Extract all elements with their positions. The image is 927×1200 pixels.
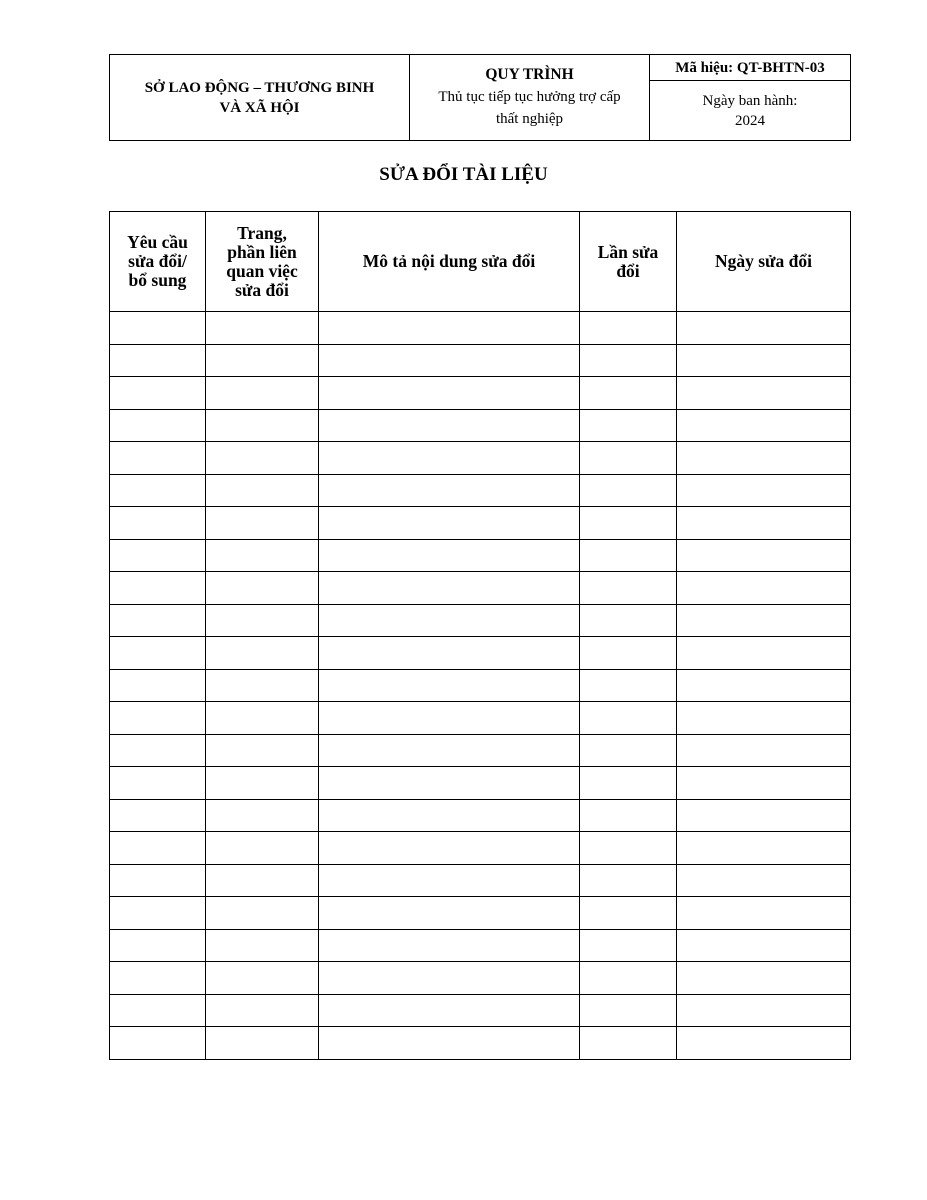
- table-cell: [319, 864, 580, 897]
- column-header-text: quan việc: [226, 260, 298, 281]
- table-cell: [110, 767, 206, 800]
- table-cell: [110, 474, 206, 507]
- table-row: [110, 994, 851, 1027]
- table-cell: [580, 409, 677, 442]
- table-cell: [677, 864, 851, 897]
- table-cell: [677, 377, 851, 410]
- table-cell: [206, 734, 319, 767]
- table-cell: [580, 604, 677, 637]
- table-row: [110, 637, 851, 670]
- procedure-name-line-1: Thủ tục tiếp tục hưởng trợ cấp: [438, 89, 621, 105]
- table-cell: [110, 507, 206, 540]
- table-cell: [580, 702, 677, 735]
- table-cell: [580, 312, 677, 345]
- table-cell: [677, 734, 851, 767]
- table-cell: [206, 897, 319, 930]
- table-cell: [110, 377, 206, 410]
- table-row: [110, 409, 851, 442]
- column-header-text: Trang,: [237, 222, 287, 243]
- table-cell: [677, 1027, 851, 1060]
- table-cell: [319, 442, 580, 475]
- table-cell: [110, 539, 206, 572]
- table-cell: [206, 312, 319, 345]
- table-cell: [319, 1027, 580, 1060]
- table-cell: [319, 312, 580, 345]
- column-header-change-request: [110, 212, 206, 312]
- table-cell: [206, 702, 319, 735]
- table-cell: [110, 799, 206, 832]
- table-cell: [580, 507, 677, 540]
- column-header-text: Yêu cầu: [127, 232, 188, 252]
- table-cell: [206, 507, 319, 540]
- table-cell: [319, 962, 580, 995]
- column-header-description: [319, 212, 580, 312]
- table-cell: [319, 799, 580, 832]
- column-header-text: sửa đổi/: [128, 251, 187, 271]
- table-cell: [677, 767, 851, 800]
- table-row: [110, 604, 851, 637]
- table-cell: [677, 832, 851, 865]
- table-cell: [677, 702, 851, 735]
- table-cell: [206, 767, 319, 800]
- document-header: [109, 54, 851, 141]
- table-cell: [580, 832, 677, 865]
- table-cell: [319, 929, 580, 962]
- table-cell: [580, 474, 677, 507]
- table-row: [110, 734, 851, 767]
- table-row: [110, 442, 851, 475]
- table-cell: [580, 962, 677, 995]
- procedure-cell: [410, 55, 650, 141]
- table-cell: [580, 1027, 677, 1060]
- table-cell: [677, 312, 851, 345]
- table-cell: [677, 344, 851, 377]
- table-cell: [110, 669, 206, 702]
- table-cell: [206, 1027, 319, 1060]
- table-cell: [110, 604, 206, 637]
- table-cell: [206, 377, 319, 410]
- table-cell: [110, 962, 206, 995]
- table-cell: [677, 799, 851, 832]
- revision-table-body: [110, 312, 851, 1060]
- column-header-text: Lần sửa: [597, 241, 659, 262]
- table-cell: [110, 832, 206, 865]
- column-header-revision-number: [580, 212, 677, 312]
- table-cell: [319, 474, 580, 507]
- table-cell: [110, 897, 206, 930]
- table-cell: [110, 312, 206, 345]
- table-cell: [677, 637, 851, 670]
- table-cell: [677, 897, 851, 930]
- column-header-text: Ngày sửa đổi: [714, 251, 813, 271]
- table-cell: [319, 734, 580, 767]
- table-cell: [677, 507, 851, 540]
- table-cell: [206, 994, 319, 1027]
- table-cell: [319, 702, 580, 735]
- table-cell: [319, 507, 580, 540]
- table-cell: [677, 604, 851, 637]
- table-row: [110, 572, 851, 605]
- table-cell: [206, 474, 319, 507]
- procedure-name-line-2: thất nghiệp: [495, 111, 564, 127]
- table-cell: [319, 409, 580, 442]
- table-cell: [319, 767, 580, 800]
- column-header-revision-date: [677, 212, 851, 312]
- table-cell: [677, 442, 851, 475]
- table-row: [110, 312, 851, 345]
- table-cell: [580, 539, 677, 572]
- column-header-text: sửa đổi: [235, 279, 289, 300]
- table-row: [110, 1027, 851, 1060]
- table-row: [110, 474, 851, 507]
- table-cell: [319, 604, 580, 637]
- table-cell: [319, 377, 580, 410]
- organization-line-2: VÀ XÃ HỘI: [219, 99, 300, 116]
- table-cell: [206, 799, 319, 832]
- table-cell: [319, 994, 580, 1027]
- table-cell: [110, 702, 206, 735]
- table-cell: [110, 929, 206, 962]
- table-cell: [206, 604, 319, 637]
- table-row: [110, 377, 851, 410]
- column-header-text: phần liên: [227, 241, 297, 262]
- organization-cell: [110, 55, 410, 141]
- table-cell: [580, 377, 677, 410]
- table-cell: [580, 637, 677, 670]
- column-header-text: Mô tả nội dung sửa đổi: [362, 251, 536, 271]
- table-cell: [110, 637, 206, 670]
- document-title: SỬA ĐỔI TÀI LIỆU: [379, 164, 548, 185]
- table-row: [110, 539, 851, 572]
- column-header-text: đổi: [616, 260, 640, 281]
- table-row: [110, 507, 851, 540]
- table-cell: [677, 409, 851, 442]
- table-cell: [580, 767, 677, 800]
- table-cell: [206, 572, 319, 605]
- table-cell: [580, 864, 677, 897]
- table-cell: [206, 409, 319, 442]
- table-row: [110, 767, 851, 800]
- column-header-related-page: [206, 212, 319, 312]
- table-cell: [580, 897, 677, 930]
- table-cell: [677, 962, 851, 995]
- table-cell: [580, 734, 677, 767]
- table-cell: [206, 864, 319, 897]
- table-cell: [580, 994, 677, 1027]
- table-row: [110, 344, 851, 377]
- issue-date-value: 2024: [735, 112, 765, 129]
- issue-date-cell: [650, 81, 851, 141]
- table-cell: [677, 474, 851, 507]
- table-cell: [319, 832, 580, 865]
- table-cell: [206, 442, 319, 475]
- table-row: [110, 897, 851, 930]
- table-cell: [206, 637, 319, 670]
- table-row: [110, 929, 851, 962]
- table-cell: [677, 929, 851, 962]
- table-cell: [580, 572, 677, 605]
- table-cell: [206, 962, 319, 995]
- table-cell: [110, 734, 206, 767]
- table-cell: [677, 572, 851, 605]
- revision-table-header-row: [110, 212, 851, 312]
- table-cell: [319, 897, 580, 930]
- table-row: [110, 962, 851, 995]
- table-cell: [319, 669, 580, 702]
- table-cell: [319, 344, 580, 377]
- table-row: [110, 832, 851, 865]
- table-cell: [110, 344, 206, 377]
- procedure-label: QUY TRÌNH: [485, 66, 574, 83]
- document-code: Mã hiệu: QT-BHTN-03: [650, 55, 851, 81]
- table-cell: [677, 994, 851, 1027]
- table-cell: [580, 442, 677, 475]
- table-cell: [580, 799, 677, 832]
- table-cell: [206, 669, 319, 702]
- table-cell: [580, 929, 677, 962]
- table-cell: [677, 539, 851, 572]
- table-row: [110, 669, 851, 702]
- table-row: [110, 799, 851, 832]
- table-cell: [206, 539, 319, 572]
- table-cell: [110, 442, 206, 475]
- table-cell: [319, 637, 580, 670]
- table-cell: [319, 539, 580, 572]
- table-row: [110, 702, 851, 735]
- table-cell: [110, 409, 206, 442]
- column-header-text: bổ sung: [128, 270, 187, 290]
- table-cell: [206, 344, 319, 377]
- issue-date-label: Ngày ban hành:: [702, 92, 798, 109]
- table-cell: [580, 344, 677, 377]
- table-cell: [580, 669, 677, 702]
- table-cell: [677, 669, 851, 702]
- table-cell: [319, 572, 580, 605]
- revision-table: [109, 211, 851, 1060]
- table-cell: [206, 929, 319, 962]
- table-cell: [110, 1027, 206, 1060]
- table-cell: [110, 864, 206, 897]
- table-cell: [110, 994, 206, 1027]
- table-cell: [206, 832, 319, 865]
- table-cell: [110, 572, 206, 605]
- organization-line-1: SỞ LAO ĐỘNG – THƯƠNG BINH: [144, 79, 375, 96]
- table-row: [110, 864, 851, 897]
